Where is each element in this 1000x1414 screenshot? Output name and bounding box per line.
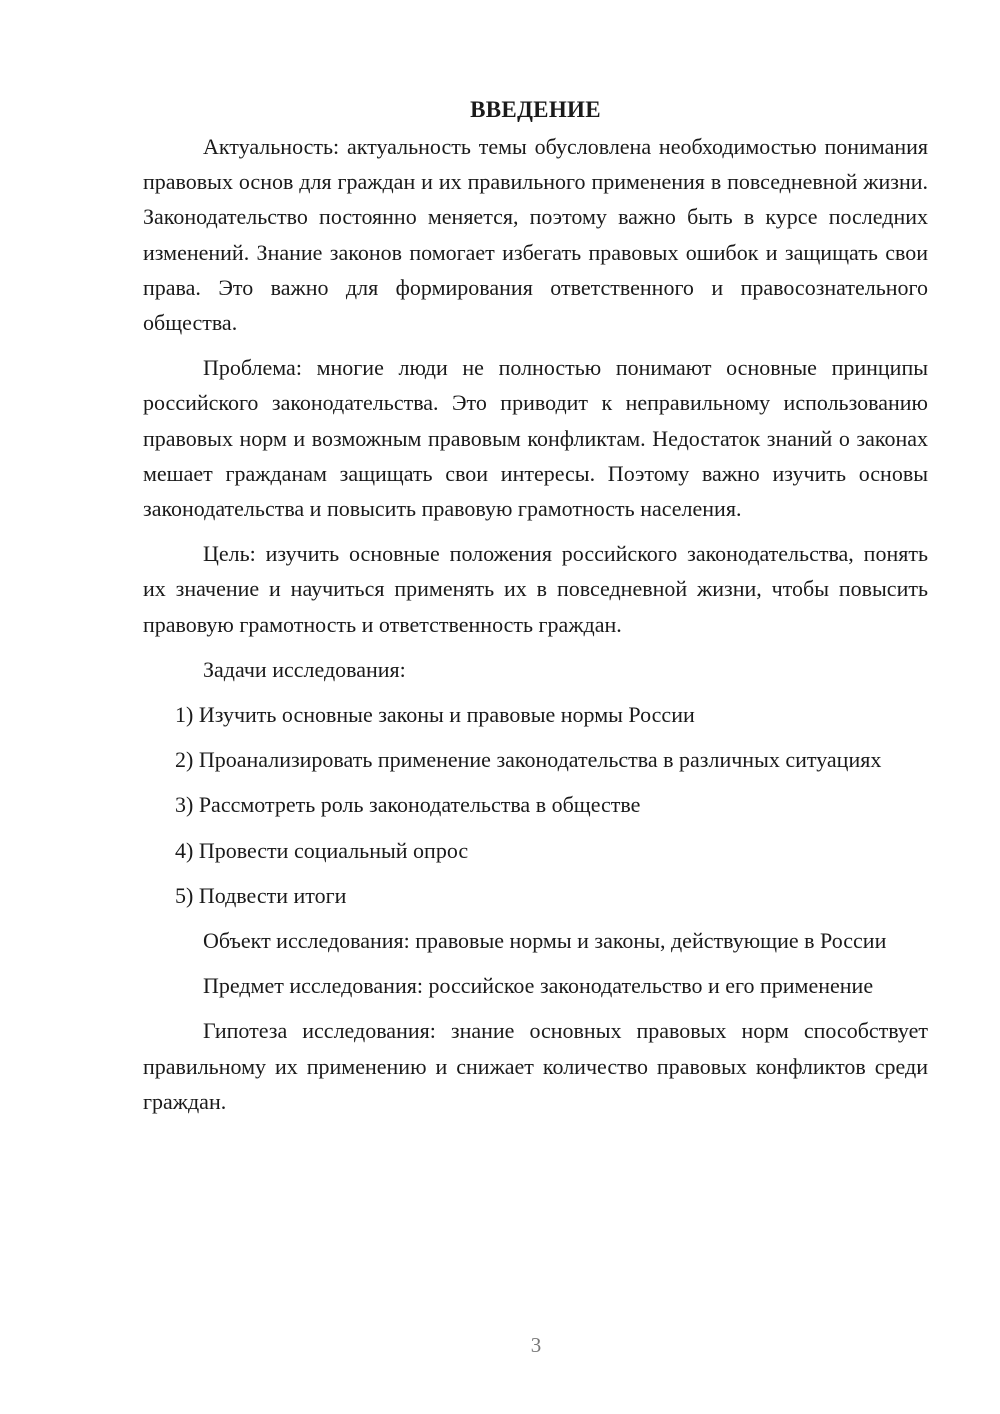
page-number: 3 [530, 1333, 542, 1357]
task-item-5: 5) Подвести итоги [175, 882, 347, 908]
hypothesis-paragraph: Гипотеза исследования: знание основных правовых норм способствует правильному их применению и снижает количество правовых конфликтов среди граждан. [143, 1018, 928, 1114]
task-item-1: 1) Изучить основные законы и правовые нормы России [175, 702, 695, 728]
tasks-heading: Задачи исследования: [203, 656, 406, 682]
task-item-2: 2) Проанализировать применение законодательства в различных ситуациях [175, 747, 882, 773]
task-item-3: 3) Рассмотреть роль законодательства в обществе [175, 792, 641, 818]
document-page [143, 92, 928, 1129]
task-item-4: 4) Провести социальный опрос [175, 837, 469, 863]
object-paragraph: Объект исследования: правовые нормы и законы, действующие в России [203, 928, 887, 954]
relevance-paragraph: Актуальность: актуальность темы обусловлена необходимостью понимания правовых основ для граждан и их правильного применения в повседневной жизни. Законодательство постоянно меняется, поэтому важно быть в курсе последних изменений. Знание законов помогает избегать правовых ошибок и защищать свои права. Это важно для формирования ответственного и правосознательного общества. [143, 134, 928, 336]
goal-paragraph: Цель: изучить основные положения российского законодательства, понять их значение и научиться применять их в повседневной жизни, чтобы повысить правовую грамотность и ответственность граждан. [143, 541, 928, 637]
page-title: ВВЕДЕНИЕ [470, 97, 601, 122]
problem-paragraph: Проблема: многие люди не полностью понимают основные принципы российского законодательства. Это приводит к неправильному использованию правовых норм и возможным правовым конфликтам. Недостаток знаний о законах мешает гражданам защищать свои интересы. Поэтому важно изучить основы законодательства и повысить правовую грамотность населения. [143, 355, 928, 522]
subject-paragraph: Предмет исследования: российское законодательство и его применение [203, 973, 874, 999]
